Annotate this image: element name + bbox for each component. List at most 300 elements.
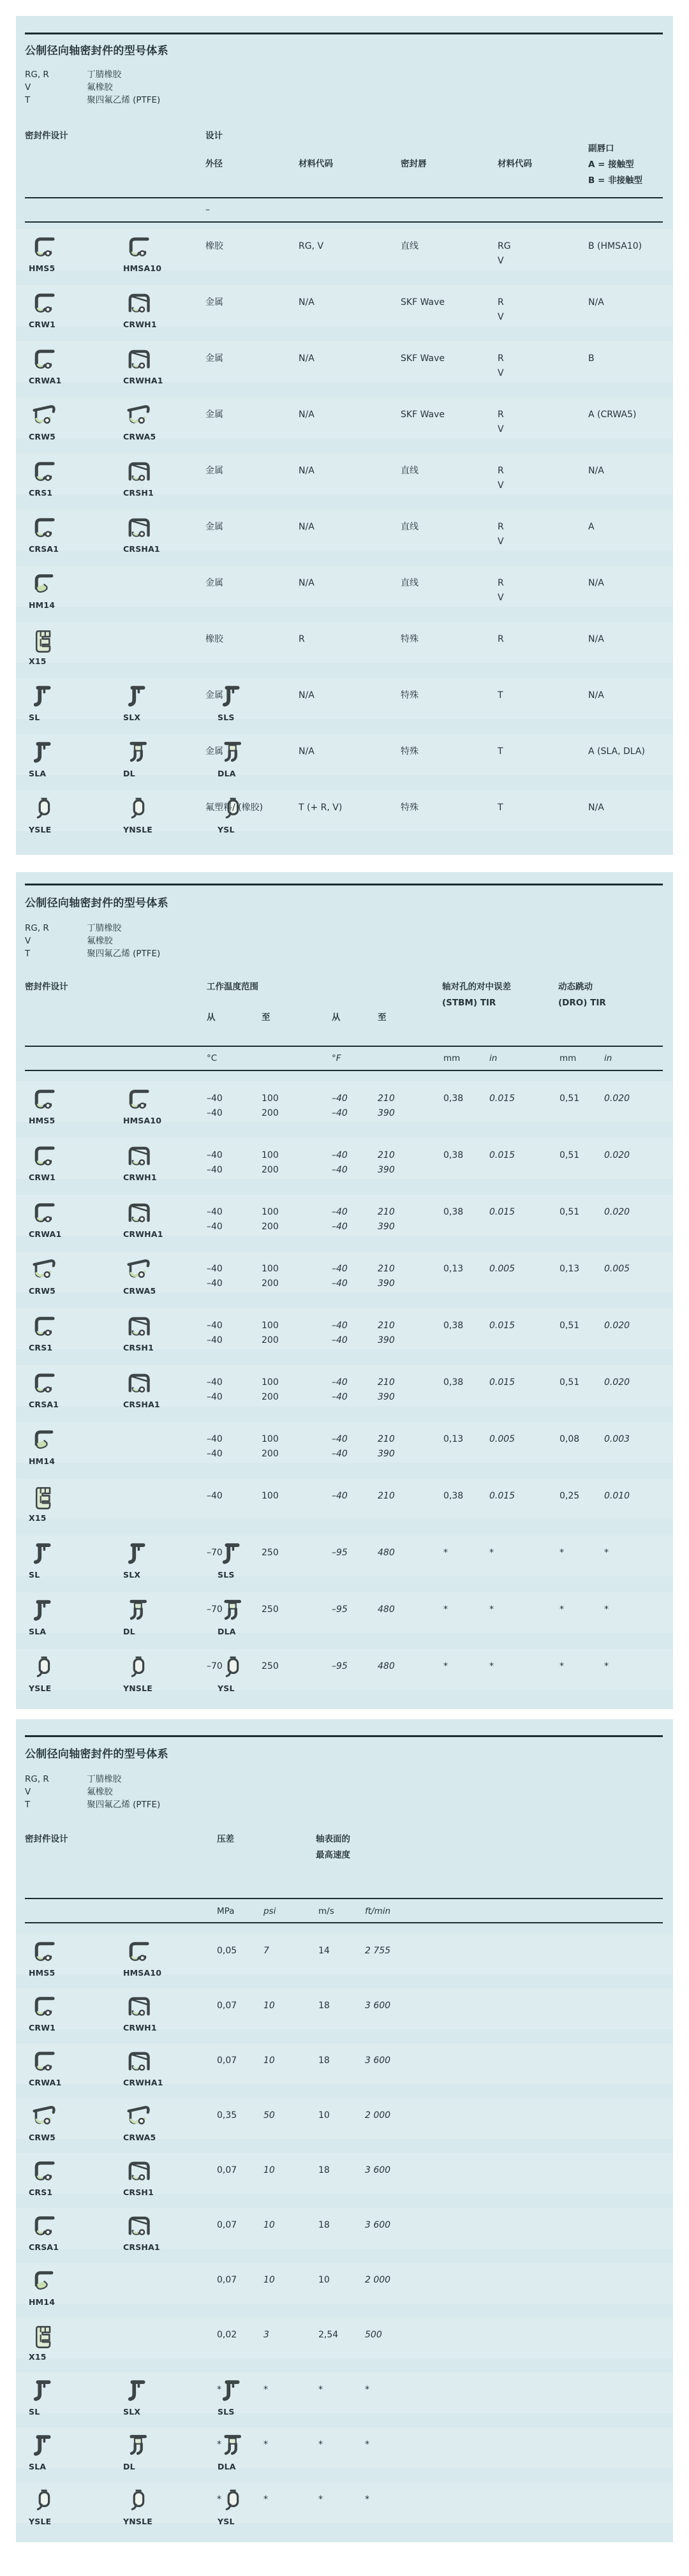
seal-box-icon	[123, 457, 152, 486]
seal-box-icon	[123, 344, 152, 374]
seal-wave-icon	[123, 1255, 152, 1284]
speed-ftmin-cell: 2 000	[365, 2110, 391, 2121]
temp-f-from-cell: –40 –40	[332, 1264, 348, 1289]
lip-material-code-cell: R V	[498, 353, 504, 378]
aux-lip-cell: A (CRWA5)	[588, 410, 637, 420]
stbm-mm-cell: 0,13	[443, 1434, 464, 1444]
temp-f-from-cell: –40 –40	[332, 1377, 348, 1402]
speed-ms-cell: 18	[318, 2165, 330, 2175]
lip-type-cell: 特殊	[401, 634, 419, 644]
seal-c-icon	[29, 1084, 58, 1114]
seal-wave-icon	[29, 1255, 58, 1284]
rule-divider	[25, 1046, 663, 1047]
table-row	[16, 1195, 673, 1252]
seal-design-dla	[218, 2431, 306, 2471]
seal-design-sl	[29, 1539, 117, 1580]
seal-design-dl	[123, 1595, 211, 1636]
seal-box-icon	[123, 1312, 152, 1341]
legend-code: RG, R	[25, 1774, 49, 1784]
speed-ms-cell: *	[318, 2494, 323, 2505]
pressure-psi-cell: 3	[263, 2330, 269, 2340]
lip-type-cell: 直线	[401, 466, 419, 476]
seal-design-crsa1	[29, 513, 117, 554]
speed-ms-cell: *	[318, 2439, 323, 2450]
speed-header-line: 最高速度	[316, 1850, 350, 1860]
stbm-header	[442, 979, 511, 1011]
dro-mm-cell: 0,25	[559, 1491, 580, 1501]
seal-c-icon	[29, 457, 58, 486]
speed-ms-cell: 18	[318, 2001, 330, 2011]
seal-design-label: SLX	[123, 2407, 141, 2417]
od-material-cell: 橡胶	[205, 241, 223, 251]
legend-item	[25, 946, 160, 959]
table-row	[16, 2318, 673, 2372]
seal-design-crwha1	[123, 344, 211, 385]
temp-c-to-cell: 100 200	[262, 1321, 279, 1345]
seal-c-icon	[123, 1937, 152, 1966]
seal-design-label: CRSA1	[29, 1400, 59, 1409]
stbm-in-cell: *	[489, 1604, 494, 1615]
seal-capsule-icon	[123, 1652, 152, 1682]
speed-ftmin-cell: 2 755	[365, 1946, 391, 1956]
section-title: 公制径向轴密封件的型号体系	[25, 45, 168, 57]
unit-label: ft/min	[365, 1906, 391, 1916]
seal-box-icon	[123, 2047, 152, 2076]
seal-design-ysle	[29, 1652, 117, 1693]
seal-design-crwha1	[123, 2047, 211, 2087]
table-row	[16, 2208, 673, 2263]
prefix-dash: –	[205, 205, 210, 215]
stbm-in-cell: *	[489, 1661, 494, 1671]
seal-j-icon	[123, 1539, 152, 1568]
seal-design-label: CRWA1	[29, 376, 62, 385]
seal-design-x15	[29, 625, 117, 666]
seal-design-label: CRW5	[29, 2133, 56, 2142]
seal-design-label: YNSLE	[123, 2517, 153, 2526]
table-row	[16, 1308, 673, 1365]
seal-design-hmsa10	[123, 1937, 211, 1978]
seal-design-hmsa10	[123, 232, 211, 273]
speed-ms-cell: 18	[318, 2220, 330, 2230]
temp-c-to-cell: 100 200	[262, 1150, 279, 1175]
pressure-psi-cell: *	[263, 2385, 268, 2395]
pressure-mpa-cell: 0,07	[217, 2220, 237, 2230]
table-row	[16, 2043, 673, 2098]
seal-design-crsha1	[123, 513, 211, 554]
table-row	[16, 566, 673, 622]
seal-design-crsha1	[123, 1368, 211, 1409]
seal-design-hm14	[29, 569, 117, 610]
table-row	[16, 1934, 673, 1988]
temp-f-from-cell: –40 –40	[332, 1093, 348, 1118]
seal-capsule-icon	[29, 1652, 58, 1682]
temp-f-to-cell: 210 390	[378, 1093, 395, 1118]
seal-design-x15	[29, 2321, 117, 2362]
temp-f-to-cell: 210	[378, 1491, 395, 1501]
temp-range-header: 工作温度范围	[207, 982, 258, 992]
seal-design-hm14	[29, 1425, 117, 1466]
aux-lip-cell: A	[588, 522, 595, 532]
seal-design-dl	[123, 2431, 211, 2471]
aux-lip-header-line: A = 接触型	[588, 159, 634, 170]
seal-j-icon	[218, 2376, 247, 2405]
seal-design-crw5	[29, 401, 117, 441]
seal-design-hms5	[29, 1084, 117, 1125]
legend-item	[25, 67, 121, 80]
legend-item	[25, 933, 113, 946]
seal-design-label: DLA	[218, 2462, 236, 2471]
table-row	[16, 1479, 673, 1536]
temp-c-to-cell: 250	[262, 1661, 279, 1671]
seal-dl-icon	[123, 737, 152, 767]
rule-divider	[25, 1070, 663, 1071]
legend-item	[25, 921, 121, 933]
seal-design-label: HMSA10	[123, 1116, 162, 1125]
lip-material-code-cell: R V	[498, 578, 504, 603]
rule-divider	[25, 33, 663, 34]
temp-f-from-cell: –40	[332, 1491, 348, 1501]
seal-design-crw1	[29, 1992, 117, 2032]
legend-desc: 丁腈橡胶	[87, 1774, 122, 1784]
aux-lip-header	[588, 141, 642, 189]
od-material-code-cell: N/A	[299, 746, 315, 757]
seal-design-column-header: 密封件设计	[25, 982, 68, 992]
legend-code: V	[25, 936, 31, 946]
seal-design-label: YSLE	[29, 2517, 52, 2526]
temp-c-to-cell: 100 200	[262, 1264, 279, 1289]
lip-material-code-cell: RG V	[498, 241, 511, 266]
speed-ftmin-cell: *	[365, 2494, 369, 2505]
speed-ms-cell: *	[318, 2385, 323, 2395]
pressure-mpa-cell: 0,05	[217, 1946, 237, 1956]
seal-design-label: CRSA1	[29, 2242, 59, 2252]
temp-c-to-cell: 100 200	[262, 1377, 279, 1402]
legend-desc: 氟橡胶	[87, 936, 113, 946]
lip-material-code-cell: T	[498, 746, 503, 757]
temp-c-to-cell: 100 200	[262, 1434, 279, 1459]
temp-c-to-cell: 100 200	[262, 1207, 279, 1232]
seal-design-crwh1	[123, 1992, 211, 2032]
seal-design-label: SLA	[29, 1627, 47, 1636]
pressure-mpa-cell: 0,07	[217, 2001, 237, 2011]
seal-design-hms5	[29, 232, 117, 273]
dro-in-cell: *	[604, 1548, 609, 1558]
pressure-psi-cell: 10	[263, 2055, 275, 2066]
seal-design-crsa1	[29, 2211, 117, 2252]
legend-code: V	[25, 1787, 31, 1797]
rule-divider	[25, 221, 663, 223]
pressure-psi-cell: 50	[263, 2110, 275, 2121]
pressure-psi-cell: 10	[263, 2165, 275, 2175]
temp-f-to-cell: 480	[378, 1548, 395, 1558]
column-header-od: 外径	[205, 159, 223, 169]
seal-box-icon	[123, 1992, 152, 2021]
lip-type-cell: SKF Wave	[401, 353, 445, 364]
legend-desc: 氟橡胶	[87, 1787, 113, 1797]
pressure-speed-panel	[16, 1719, 673, 2542]
temp-f-to-cell: 480	[378, 1661, 395, 1671]
seal-c-icon	[29, 2211, 58, 2240]
speed-ms-cell: 2,54	[318, 2330, 339, 2340]
seal-wave-icon	[29, 401, 58, 430]
od-material-cell: 氟塑料/ (橡胶)	[205, 803, 263, 813]
legend-item	[25, 1772, 121, 1784]
designation-table-panel	[16, 16, 673, 855]
seal-capsule-icon	[123, 794, 152, 823]
legend-code: T	[25, 949, 31, 959]
seal-c-icon	[123, 1084, 152, 1114]
lip-type-cell: SKF Wave	[401, 410, 445, 420]
dro-mm-cell: *	[559, 1661, 564, 1671]
table-row	[16, 1649, 673, 1706]
temp-f-to-cell: 210 390	[378, 1321, 395, 1345]
table-row	[16, 1592, 673, 1649]
dro-header-line: 动态跳动	[558, 982, 593, 992]
legend-code: RG, R	[25, 923, 49, 933]
dro-in-cell: 0.020	[604, 1093, 630, 1104]
dro-mm-cell: 0,51	[559, 1207, 580, 1217]
lip-type-cell: 特殊	[401, 746, 419, 757]
temp-c-to-cell: 250	[262, 1604, 279, 1615]
seal-design-label: DL	[123, 2462, 135, 2471]
seal-design-crw5	[29, 1255, 117, 1296]
seal-design-label: YSLE	[29, 1684, 52, 1693]
legend-item	[25, 93, 160, 105]
seal-design-crwa1	[29, 2047, 117, 2087]
stbm-in-cell: 0.015	[489, 1321, 515, 1331]
table-row	[16, 1988, 673, 2043]
seal-design-label: HM14	[29, 2297, 56, 2307]
seal-design-label: YSLE	[29, 825, 52, 834]
aux-lip-cell: N/A	[588, 466, 604, 476]
lip-material-code-cell: R V	[498, 410, 504, 434]
od-material-cell: 金属	[205, 578, 223, 588]
unit-label: in	[604, 1053, 612, 1063]
speed-ftmin-cell: 3 600	[365, 2220, 391, 2230]
lip-type-cell: 特殊	[401, 803, 419, 813]
od-material-cell: 金属	[205, 297, 223, 307]
seal-design-crwa5	[123, 401, 211, 441]
seal-design-label: CRWA5	[123, 1286, 156, 1296]
lip-material-code-cell: T	[498, 803, 503, 813]
stbm-header-line: (STBM) TIR	[442, 998, 496, 1008]
table-row	[16, 1422, 673, 1479]
seal-j-icon	[29, 1539, 58, 1568]
stbm-header-line: 轴对孔的对中误差	[442, 982, 511, 992]
speed-ftmin-cell: 500	[365, 2330, 382, 2340]
section-title: 公制径向轴密封件的型号体系	[25, 1748, 168, 1761]
temp-c-from-cell: –70	[207, 1604, 223, 1615]
seal-design-label: CRW5	[29, 1286, 56, 1296]
seal-design-ynsle	[123, 794, 211, 834]
seal-design-label: CRS1	[29, 488, 53, 498]
seal-c-icon	[29, 513, 58, 542]
lip-type-cell: 直线	[401, 522, 419, 532]
seal-j-icon	[29, 2376, 58, 2405]
dro-in-cell: *	[604, 1661, 609, 1671]
pressure-psi-cell: *	[263, 2494, 268, 2505]
seal-plain-icon	[29, 2266, 58, 2295]
od-material-cell: 橡胶	[205, 634, 223, 644]
rule-divider	[25, 884, 663, 885]
aux-lip-header-line: B = 非接触型	[588, 175, 643, 186]
seal-comb-icon	[29, 1482, 58, 1511]
seal-box-icon	[123, 2211, 152, 2240]
unit-label: MPa	[217, 1906, 235, 1916]
seal-design-label: SL	[29, 1570, 40, 1580]
seal-c-icon	[29, 1937, 58, 1966]
table-row	[16, 341, 673, 397]
seal-box-icon	[123, 513, 152, 542]
speed-ms-cell: 18	[318, 2055, 330, 2066]
stbm-in-cell: 0.015	[489, 1150, 515, 1160]
seal-design-ynsle	[123, 2485, 211, 2526]
stbm-mm-cell: 0,38	[443, 1093, 464, 1104]
seal-c-icon	[29, 2047, 58, 2076]
stbm-mm-cell: 0,38	[443, 1491, 464, 1501]
legend-item	[25, 1784, 113, 1797]
seal-design-label: CRW1	[29, 1173, 56, 1182]
dro-in-cell: *	[604, 1604, 609, 1615]
dro-in-cell: 0.020	[604, 1150, 630, 1160]
stbm-in-cell: 0.015	[489, 1491, 515, 1501]
lip-type-cell: SKF Wave	[401, 297, 445, 307]
od-material-code-cell: N/A	[299, 410, 315, 420]
table-row	[16, 1365, 673, 1422]
seal-design-label: HMSA10	[123, 263, 162, 273]
dro-in-cell: 0.003	[604, 1434, 630, 1444]
section-title: 公制径向轴密封件的型号体系	[25, 897, 168, 910]
stbm-mm-cell: *	[443, 1548, 448, 1558]
seal-plain-icon	[29, 1425, 58, 1455]
seal-box-icon	[123, 1141, 152, 1171]
od-material-code-cell: N/A	[299, 578, 315, 588]
od-material-code-cell: N/A	[299, 522, 315, 532]
seal-design-label: CRW1	[29, 2023, 56, 2032]
temp-c-from-cell: –40 –40	[207, 1264, 223, 1289]
seal-design-crwa1	[29, 1198, 117, 1239]
seal-design-label: CRWHA1	[123, 376, 163, 385]
legend-desc: 聚四氟乙烯 (PTFE)	[87, 95, 161, 105]
seal-wave-icon	[29, 2101, 58, 2131]
seal-design-crwa5	[123, 1255, 211, 1296]
seal-design-crsha1	[123, 2211, 211, 2252]
pressure-psi-cell: 10	[263, 2275, 275, 2285]
seal-design-sla	[29, 737, 117, 778]
seal-design-dl	[123, 737, 211, 778]
seal-box-icon	[123, 2156, 152, 2186]
stbm-in-cell: 0.005	[489, 1434, 515, 1444]
seal-design-label: CRWHA1	[123, 2078, 163, 2087]
seal-design-label: YNSLE	[123, 825, 153, 834]
pressure-psi-cell: 10	[263, 2001, 275, 2011]
pressure-psi-cell: *	[263, 2439, 268, 2450]
seal-c-icon	[123, 232, 152, 262]
seal-design-label: X15	[29, 656, 47, 666]
from-label: 从	[207, 1012, 216, 1023]
aux-lip-cell: N/A	[588, 634, 604, 644]
lip-material-code-cell: R	[498, 634, 504, 644]
seal-comb-icon	[29, 625, 58, 655]
temp-f-to-cell: 210 390	[378, 1207, 395, 1232]
seal-design-column-header: 密封件设计	[25, 1834, 68, 1844]
seal-design-crsh1	[123, 457, 211, 498]
od-material-cell: 金属	[205, 466, 223, 476]
legend-desc: 聚四氟乙烯 (PTFE)	[87, 949, 161, 959]
speed-ftmin-cell: *	[365, 2439, 369, 2450]
seal-design-crs1	[29, 1312, 117, 1352]
stbm-in-cell: 0.005	[489, 1264, 515, 1274]
unit-label: °F	[332, 1053, 341, 1063]
seal-design-label: CRWA5	[123, 432, 156, 441]
pressure-mpa-cell: 0,07	[217, 2055, 237, 2066]
temp-c-to-cell: 250	[262, 1548, 279, 1558]
seal-design-crs1	[29, 457, 117, 498]
seal-design-label: CRW1	[29, 320, 56, 329]
temp-c-to-cell: 100 200	[262, 1093, 279, 1118]
seal-design-label: HMS5	[29, 263, 56, 273]
stbm-mm-cell: *	[443, 1661, 448, 1671]
seal-design-sl	[29, 2376, 117, 2417]
pressure-mpa-cell: *	[217, 2439, 221, 2450]
seal-design-label: YSL	[218, 825, 235, 834]
seal-design-label: X15	[29, 1513, 47, 1523]
stbm-in-cell: *	[489, 1548, 494, 1558]
table-row	[16, 1138, 673, 1195]
rule-divider	[25, 197, 663, 198]
od-material-cell: 金属	[205, 522, 223, 532]
seal-design-label: CRSHA1	[123, 2242, 160, 2252]
unit-label: in	[489, 1053, 498, 1063]
stbm-in-cell: 0.015	[489, 1207, 515, 1217]
temp-f-from-cell: –95	[332, 1661, 348, 1671]
legend-code: T	[25, 95, 31, 105]
dro-in-cell: 0.020	[604, 1377, 630, 1388]
stbm-in-cell: 0.015	[489, 1377, 515, 1388]
seal-design-label: SLA	[29, 2462, 47, 2471]
seal-dl-icon	[123, 2431, 152, 2460]
seal-design-sla	[29, 2431, 117, 2471]
seal-design-label: CRSHA1	[123, 1400, 160, 1409]
seal-design-label: CRWH1	[123, 320, 157, 329]
speed-ms-cell: 10	[318, 2110, 330, 2121]
seal-design-label: DL	[123, 1627, 135, 1636]
od-material-code-cell: RG, V	[299, 241, 324, 251]
seal-design-label: HMS5	[29, 1968, 56, 1978]
seal-design-hm14	[29, 2266, 117, 2307]
seal-wave-icon	[123, 2101, 152, 2131]
seal-design-label: CRWH1	[123, 2023, 157, 2032]
seal-j-icon	[123, 2376, 152, 2405]
unit-label: psi	[263, 1906, 276, 1916]
lip-material-code-cell: R V	[498, 466, 504, 491]
lip-type-cell: 直线	[401, 578, 419, 588]
legend-desc: 丁腈橡胶	[87, 923, 122, 933]
temp-c-from-cell: –40 –40	[207, 1093, 223, 1118]
pressure-mpa-cell: 0,07	[217, 2165, 237, 2175]
aux-lip-cell: B (HMSA10)	[588, 241, 642, 251]
table-row	[16, 229, 673, 285]
seal-design-crwha1	[123, 1198, 211, 1239]
od-material-code-cell: N/A	[299, 690, 315, 700]
seal-design-label: SLS	[218, 1570, 235, 1580]
dro-mm-cell: 0,51	[559, 1093, 580, 1104]
legend-item	[25, 1797, 160, 1810]
seal-capsule-icon	[29, 794, 58, 823]
table-row	[16, 2098, 673, 2153]
legend-desc: 丁腈橡胶	[87, 70, 122, 80]
seal-design-label: CRWA1	[29, 2078, 62, 2087]
